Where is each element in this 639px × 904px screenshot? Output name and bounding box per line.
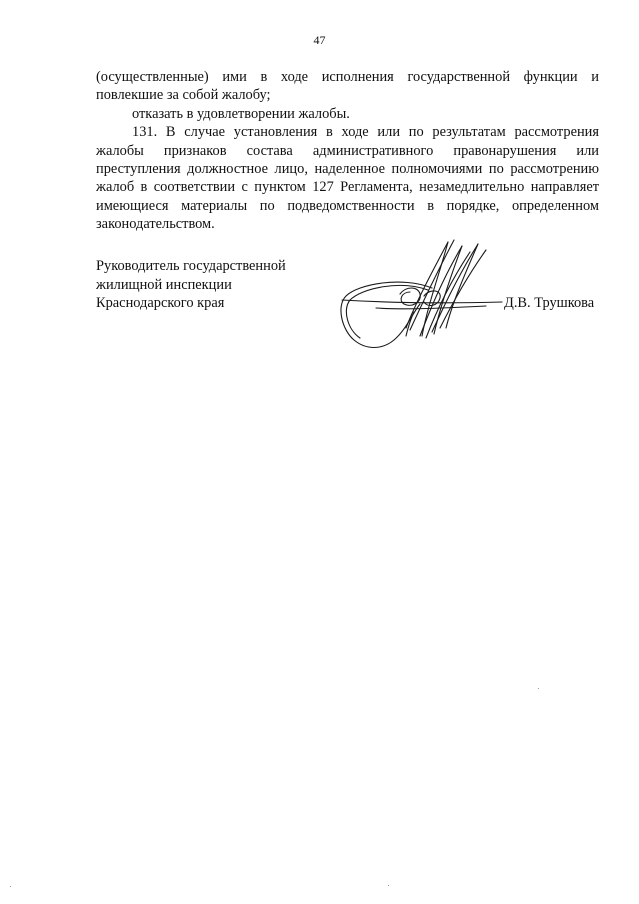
signatory-title-line: Краснодарского края: [96, 295, 225, 312]
scan-speck: [538, 688, 539, 689]
signatory-title: [96, 257, 336, 313]
paragraph-continuation: (осуществленные) ими в ходе исполнения государственной функции и повлекшие за собой жалобу;: [96, 69, 599, 104]
paragraph-refuse-complaint: отказать в удовлетворении жалобы.: [132, 105, 350, 122]
document-body: [96, 68, 599, 234]
signatory-name: Д.В. Трушкова: [504, 295, 595, 311]
paragraph-131: 131. В случае установления в ходе или по результатам рассмотрения жалобы признаков состава административного правонарушения или преступления должностное лицо, наделенное полномочиями по рассмотрению жалоб в соответствии с пунктом 127 Регламента, незамедлительно направляет имеющиеся материалы по подведомственности в порядке, определенном законодательством.: [96, 124, 599, 233]
signatory-title-line: Руководитель государственной: [96, 258, 286, 274]
signatory-title-line: жилищной инспекции: [96, 276, 232, 293]
page-number: 47: [313, 33, 326, 47]
scan-speck: [10, 886, 11, 887]
scan-speck: [388, 885, 389, 886]
handwritten-signature: [336, 232, 506, 362]
